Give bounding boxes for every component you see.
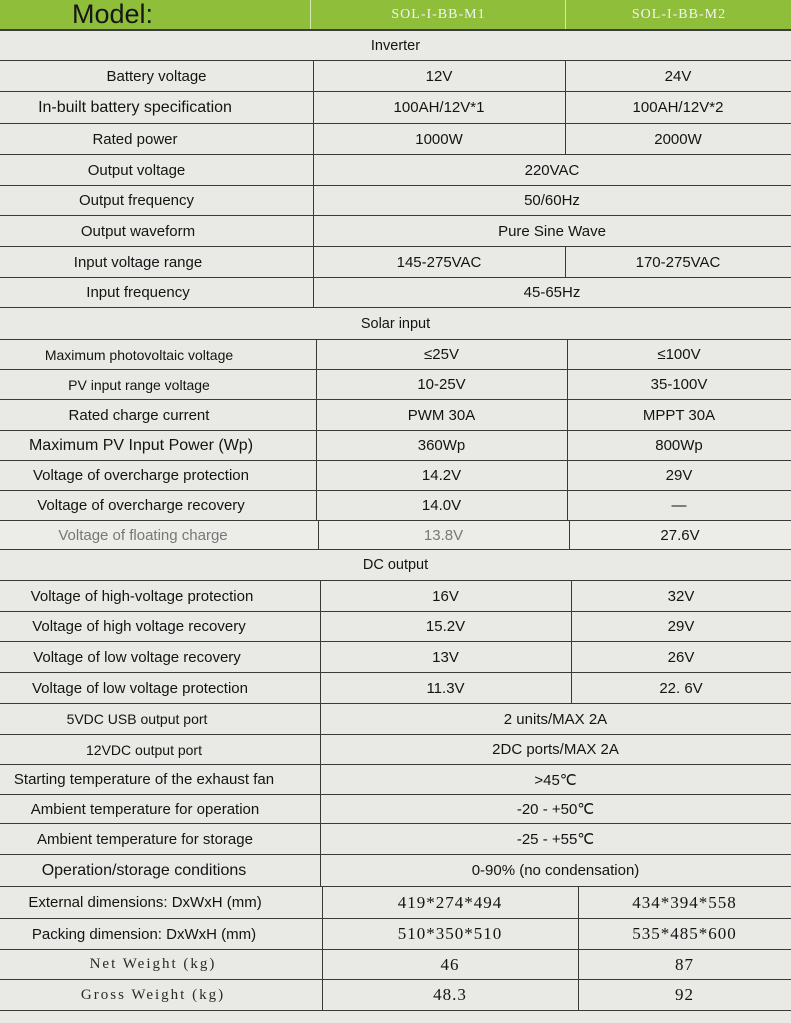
spec-row bbox=[0, 61, 791, 92]
m2-value: 32V bbox=[667, 587, 695, 605]
m2-value: 100AH/12V*2 bbox=[632, 99, 724, 116]
row-label: Voltage of high-voltage protection bbox=[30, 587, 254, 605]
spec-row bbox=[0, 186, 791, 216]
shared-value: 2 units/MAX 2A bbox=[503, 710, 608, 728]
spec-row bbox=[0, 521, 791, 550]
spec-row bbox=[0, 124, 791, 155]
shared-value: 0-90% (no condensation) bbox=[471, 862, 640, 879]
m2-value: 92 bbox=[675, 985, 694, 1004]
m1-value: 11.3V bbox=[426, 679, 465, 697]
row-label: Rated charge current bbox=[68, 406, 210, 424]
m1-value: ≤25V bbox=[424, 346, 459, 363]
m2-value: 800Wp bbox=[655, 437, 703, 454]
spec-row bbox=[0, 704, 791, 735]
row-label: External dimensions: DxWxH (mm) bbox=[28, 894, 262, 911]
row-label: Input voltage range bbox=[73, 253, 203, 271]
row-label: Net Weight (kg) bbox=[89, 956, 217, 972]
spec-row bbox=[0, 673, 791, 704]
row-label: Ambient temperature for operation bbox=[30, 800, 260, 818]
section-dc-output: DC output bbox=[0, 550, 791, 581]
row-label: Voltage of high voltage recovery bbox=[32, 618, 246, 635]
row-label: Rated power bbox=[92, 130, 178, 148]
model-label: Model: bbox=[72, 0, 154, 29]
m2-value: 26V bbox=[667, 648, 695, 666]
m1-value: 12V bbox=[425, 67, 453, 85]
row-label: Output waveform bbox=[80, 222, 196, 240]
m2-value: 22. 6V bbox=[659, 679, 703, 697]
m1-value: 15.2V bbox=[425, 618, 466, 635]
shared-value: Pure Sine Wave bbox=[498, 222, 606, 240]
row-label: Input frequency bbox=[86, 284, 190, 301]
row-label: Battery voltage bbox=[106, 67, 207, 85]
row-label: Output voltage bbox=[87, 161, 186, 179]
m2-value: 535*485*600 bbox=[632, 924, 737, 943]
m1-value: 360Wp bbox=[417, 437, 466, 454]
m1-value: 16V bbox=[432, 587, 459, 605]
row-label: 5VDC USB output port bbox=[66, 711, 208, 727]
m2-value: 27.6V bbox=[660, 526, 700, 544]
shared-value: 50/60Hz bbox=[524, 192, 580, 209]
row-label: In-built battery specification bbox=[38, 98, 232, 116]
row-label: Starting temperature of the exhaust fan bbox=[13, 771, 275, 788]
m1-value: 14.2V bbox=[421, 467, 462, 484]
spec-row bbox=[0, 612, 791, 642]
model-header bbox=[0, 0, 791, 31]
spec-row bbox=[0, 642, 791, 673]
row-label: Packing dimension: DxWxH (mm) bbox=[31, 925, 257, 943]
row-label: Ambient temperature for storage bbox=[37, 830, 253, 848]
spec-row bbox=[0, 340, 791, 370]
m1-value: 14.0V bbox=[421, 497, 462, 514]
spec-row bbox=[0, 216, 791, 247]
m2-value: 87 bbox=[675, 954, 694, 974]
row-label: PV input range voltage bbox=[68, 376, 210, 393]
spec-row bbox=[0, 765, 791, 795]
spec-row bbox=[0, 155, 791, 186]
m1-value: 13V bbox=[432, 648, 459, 666]
row-label: Operation/storage conditions bbox=[41, 861, 247, 879]
row-label: Voltage of floating charge bbox=[58, 526, 228, 544]
m2-value: 29V bbox=[665, 467, 693, 484]
m2-value: 24V bbox=[664, 67, 692, 85]
spec-row bbox=[0, 855, 791, 887]
spec-row bbox=[0, 247, 791, 278]
row-label: Output frequency bbox=[78, 192, 195, 209]
model-1-name: SOL-I-BB-M1 bbox=[310, 0, 566, 29]
row-label: Voltage of overcharge recovery bbox=[37, 497, 245, 514]
row-label: Voltage of overcharge protection bbox=[33, 467, 249, 484]
m1-value: 100AH/12V*1 bbox=[393, 99, 485, 116]
spec-row bbox=[0, 887, 791, 919]
shared-value: -25 - +55℃ bbox=[516, 831, 595, 848]
section-inverter: Inverter bbox=[0, 31, 791, 61]
row-label: Maximum PV Input Power (Wp) bbox=[28, 436, 254, 454]
shared-value: -20 - +50℃ bbox=[516, 801, 595, 818]
m1-value: 1000W bbox=[415, 130, 463, 148]
row-label: Maximum photovoltaic voltage bbox=[44, 346, 234, 363]
m2-value: 434*394*558 bbox=[632, 892, 737, 912]
m2-value: — bbox=[671, 497, 687, 514]
shared-value: >45℃ bbox=[534, 771, 577, 789]
section-solar-input: Solar input bbox=[0, 308, 791, 340]
model-2-name: SOL-I-BB-M2 bbox=[565, 0, 791, 29]
spec-row bbox=[0, 950, 791, 980]
shared-value: 2DC ports/MAX 2A bbox=[492, 741, 619, 758]
spec-row bbox=[0, 461, 791, 491]
spec-row bbox=[0, 278, 791, 308]
row-label: 12VDC output port bbox=[86, 741, 202, 758]
m2-value: 29V bbox=[667, 618, 695, 635]
m1-value: 46 bbox=[440, 954, 460, 974]
m1-value: 510*350*510 bbox=[397, 924, 503, 943]
spec-row bbox=[0, 980, 791, 1011]
spec-row bbox=[0, 735, 791, 765]
m1-value: PWM 30A bbox=[407, 406, 476, 424]
m2-value: 35-100V bbox=[650, 376, 708, 393]
row-label: Voltage of low voltage recovery bbox=[33, 648, 241, 666]
m2-value: MPPT 30A bbox=[642, 406, 716, 424]
spec-row bbox=[0, 581, 791, 612]
spec-row bbox=[0, 491, 791, 521]
spec-row bbox=[0, 919, 791, 950]
m1-value: 13.8V bbox=[423, 526, 464, 544]
m1-value: 145-275VAC bbox=[396, 253, 482, 271]
m1-value: 48.3 bbox=[433, 985, 467, 1004]
spec-row bbox=[0, 400, 791, 431]
shared-value: 45-65Hz bbox=[523, 284, 581, 301]
m2-value: 2000W bbox=[654, 130, 702, 148]
row-label: Voltage of low voltage protection bbox=[32, 679, 248, 697]
m2-value: 170-275VAC bbox=[635, 253, 721, 271]
spec-row bbox=[0, 92, 791, 124]
row-label: Gross Weight (kg) bbox=[80, 986, 226, 1003]
m2-value: ≤100V bbox=[657, 346, 701, 363]
spec-row bbox=[0, 824, 791, 855]
m1-value: 10-25V bbox=[417, 376, 466, 393]
shared-value: 220VAC bbox=[524, 161, 580, 179]
spec-row bbox=[0, 370, 791, 400]
m1-value: 419*274*494 bbox=[397, 892, 503, 912]
spec-row bbox=[0, 431, 791, 461]
spec-row bbox=[0, 795, 791, 824]
